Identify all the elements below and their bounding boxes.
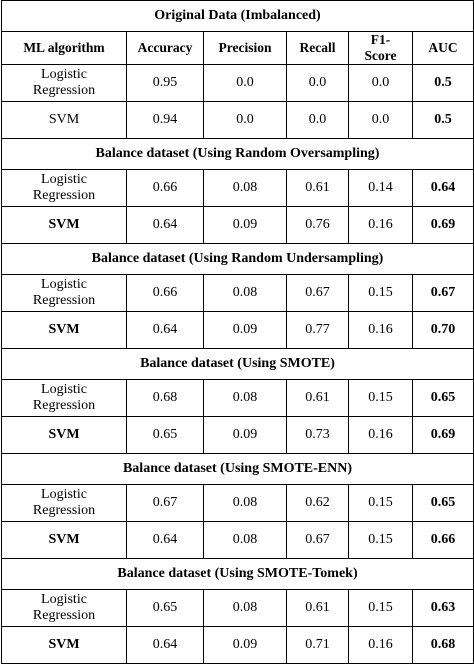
algorithm-cell: SVM xyxy=(2,312,127,349)
precision-cell: 0.09 xyxy=(204,207,287,244)
recall-cell: 0.62 xyxy=(287,485,349,522)
algorithm-cell: Logistic Regression xyxy=(2,65,127,102)
f1-score-cell: 0.16 xyxy=(349,417,413,454)
recall-cell: 0.67 xyxy=(287,522,349,559)
table-row xyxy=(2,312,474,349)
section-title: Balance dataset (Using SMOTE-Tomek) xyxy=(2,559,474,590)
f1-score-cell: 0.16 xyxy=(349,627,413,664)
section-title: Balance dataset (Using Random Undersampling) xyxy=(2,244,474,275)
recall-cell: 0.77 xyxy=(287,312,349,349)
algorithm-cell: SVM xyxy=(2,627,127,664)
recall-cell: 0.61 xyxy=(287,590,349,627)
recall-cell: 0.76 xyxy=(287,207,349,244)
column-header: AUC xyxy=(413,32,474,65)
precision-cell: 0.08 xyxy=(204,275,287,312)
auc-cell: 0.65 xyxy=(413,380,474,417)
auc-cell: 0.68 xyxy=(413,627,474,664)
accuracy-cell: 0.64 xyxy=(127,627,204,664)
precision-cell: 0.08 xyxy=(204,485,287,522)
section-title-row xyxy=(2,349,474,380)
section-title-row xyxy=(2,139,474,170)
precision-cell: 0.09 xyxy=(204,312,287,349)
algorithm-cell: Logistic Regression xyxy=(2,485,127,522)
accuracy-cell: 0.65 xyxy=(127,417,204,454)
table-row xyxy=(2,417,474,454)
column-header: F1- Score xyxy=(349,32,413,65)
recall-cell: 0.61 xyxy=(287,380,349,417)
table-row xyxy=(2,207,474,244)
precision-cell: 0.08 xyxy=(204,590,287,627)
auc-cell: 0.65 xyxy=(413,485,474,522)
table-row xyxy=(2,102,474,139)
algorithm-cell: Logistic Regression xyxy=(2,275,127,312)
table-row xyxy=(2,170,474,207)
column-header-row xyxy=(2,32,474,65)
recall-cell: 0.73 xyxy=(287,417,349,454)
auc-cell: 0.69 xyxy=(413,207,474,244)
section-title-row xyxy=(2,1,474,32)
accuracy-cell: 0.94 xyxy=(127,102,204,139)
accuracy-cell: 0.67 xyxy=(127,485,204,522)
accuracy-cell: 0.64 xyxy=(127,312,204,349)
algorithm-cell: SVM xyxy=(2,207,127,244)
accuracy-cell: 0.64 xyxy=(127,522,204,559)
table-row xyxy=(2,275,474,312)
algorithm-cell: SVM xyxy=(2,102,127,139)
table-row xyxy=(2,380,474,417)
f1-score-cell: 0.14 xyxy=(349,170,413,207)
section-title: Original Data (Imbalanced) xyxy=(2,1,474,32)
recall-cell: 0.0 xyxy=(287,102,349,139)
table-row xyxy=(2,627,474,664)
accuracy-cell: 0.66 xyxy=(127,170,204,207)
f1-score-cell: 0.15 xyxy=(349,590,413,627)
algorithm-cell: Logistic Regression xyxy=(2,170,127,207)
table-row xyxy=(2,485,474,522)
table-row xyxy=(2,522,474,559)
recall-cell: 0.71 xyxy=(287,627,349,664)
section-title: Balance dataset (Using SMOTE-ENN) xyxy=(2,454,474,485)
section-title-row xyxy=(2,244,474,275)
table-row xyxy=(2,590,474,627)
precision-cell: 0.0 xyxy=(204,102,287,139)
algorithm-cell: Logistic Regression xyxy=(2,590,127,627)
results-table-body xyxy=(2,1,474,664)
auc-cell: 0.63 xyxy=(413,590,474,627)
column-header: Precision xyxy=(204,32,287,65)
auc-cell: 0.64 xyxy=(413,170,474,207)
accuracy-cell: 0.65 xyxy=(127,590,204,627)
precision-cell: 0.08 xyxy=(204,522,287,559)
precision-cell: 0.08 xyxy=(204,380,287,417)
column-header: Accuracy xyxy=(127,32,204,65)
section-title: Balance dataset (Using SMOTE) xyxy=(2,349,474,380)
accuracy-cell: 0.68 xyxy=(127,380,204,417)
f1-score-cell: 0.16 xyxy=(349,207,413,244)
section-title: Balance dataset (Using Random Oversampling) xyxy=(2,139,474,170)
auc-cell: 0.69 xyxy=(413,417,474,454)
precision-cell: 0.08 xyxy=(204,170,287,207)
auc-cell: 0.70 xyxy=(413,312,474,349)
auc-cell: 0.66 xyxy=(413,522,474,559)
f1-score-cell: 0.0 xyxy=(349,102,413,139)
column-header: ML algorithm xyxy=(2,32,127,65)
algorithm-cell: SVM xyxy=(2,417,127,454)
table-row xyxy=(2,65,474,102)
f1-score-cell: 0.15 xyxy=(349,380,413,417)
auc-cell: 0.5 xyxy=(413,102,474,139)
auc-cell: 0.67 xyxy=(413,275,474,312)
recall-cell: 0.61 xyxy=(287,170,349,207)
recall-cell: 0.0 xyxy=(287,65,349,102)
f1-score-cell: 0.15 xyxy=(349,485,413,522)
column-header: Recall xyxy=(287,32,349,65)
recall-cell: 0.67 xyxy=(287,275,349,312)
auc-cell: 0.5 xyxy=(413,65,474,102)
f1-score-cell: 0.0 xyxy=(349,65,413,102)
section-title-row xyxy=(2,559,474,590)
precision-cell: 0.09 xyxy=(204,417,287,454)
accuracy-cell: 0.95 xyxy=(127,65,204,102)
f1-score-cell: 0.15 xyxy=(349,275,413,312)
results-table xyxy=(1,0,474,664)
accuracy-cell: 0.66 xyxy=(127,275,204,312)
section-title-row xyxy=(2,454,474,485)
precision-cell: 0.0 xyxy=(204,65,287,102)
precision-cell: 0.09 xyxy=(204,627,287,664)
algorithm-cell: Logistic Regression xyxy=(2,380,127,417)
accuracy-cell: 0.64 xyxy=(127,207,204,244)
f1-score-cell: 0.16 xyxy=(349,312,413,349)
f1-score-cell: 0.15 xyxy=(349,522,413,559)
algorithm-cell: SVM xyxy=(2,522,127,559)
